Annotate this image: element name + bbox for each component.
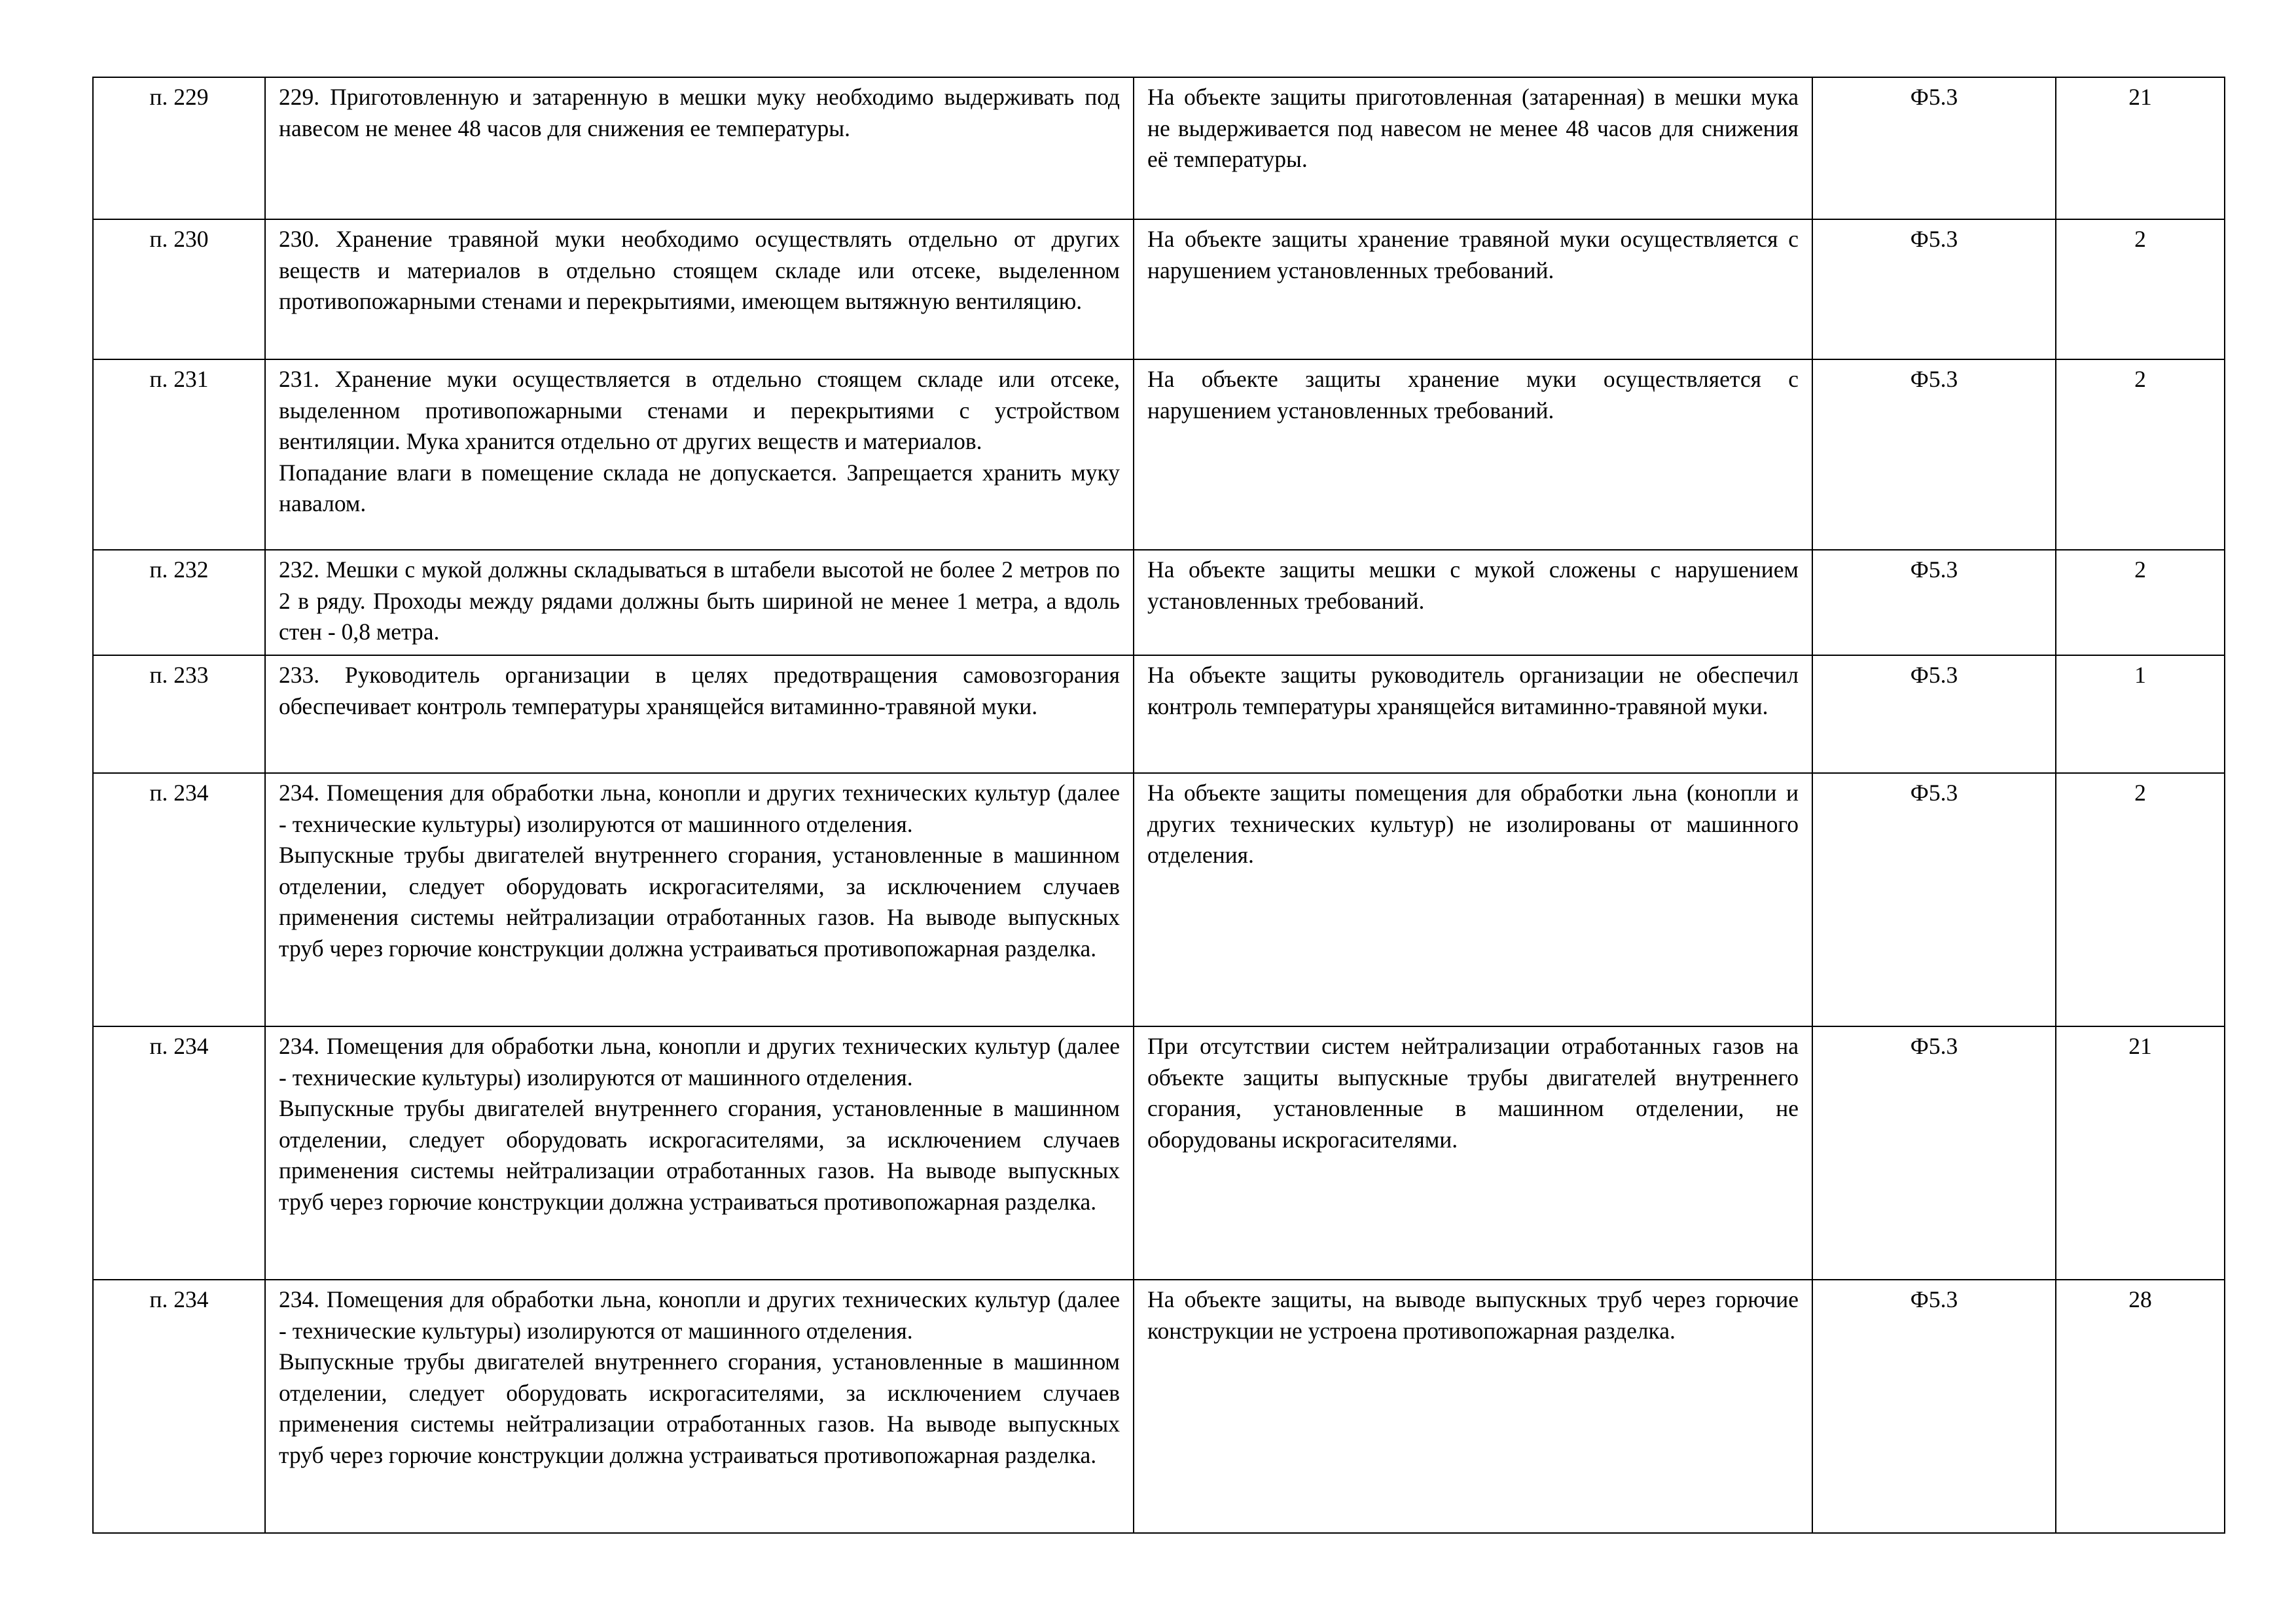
requirement-cell: [265, 1280, 1134, 1533]
code-cell: 1: [2056, 655, 2225, 773]
requirement-paragraph: 234. Помещения для обработки льна, конопли и других технических культур (далее - технические культуры) изолируются от машинного отделения.: [279, 1286, 1120, 1344]
requirement-paragraph: Попадание влаги в помещение склада не допускается. Запрещается хранить муку навалом.: [279, 459, 1120, 516]
code-cell: 21: [2056, 1026, 2225, 1280]
finding-cell: На объекте защиты хранение травяной муки осуществляется с нарушением установленных требований.: [1134, 219, 1812, 359]
table-row: [93, 1026, 2225, 1280]
clause-ref-cell: п. 234: [93, 1026, 265, 1280]
finding-cell: На объекте защиты помещения для обработки льна (конопли и других технических культур) не изолированы от машинного отделения.: [1134, 773, 1812, 1026]
requirement-cell: [265, 77, 1134, 219]
code-cell: 2: [2056, 359, 2225, 550]
finding-cell: На объекте защиты хранение муки осуществляется с нарушением установленных требований.: [1134, 359, 1812, 550]
requirement-cell: [265, 1026, 1134, 1280]
clause-ref-cell: п. 233: [93, 655, 265, 773]
class-cell: Ф5.3: [1812, 219, 2056, 359]
table-row: [93, 655, 2225, 773]
table-row: [93, 359, 2225, 550]
class-cell: Ф5.3: [1812, 550, 2056, 655]
clause-ref-cell: п. 232: [93, 550, 265, 655]
requirements-table: [92, 77, 2225, 1534]
document-page: [92, 77, 2224, 1534]
requirement-cell: [265, 550, 1134, 655]
requirement-paragraph: 230. Хранение травяной муки необходимо осуществлять отдельно от других веществ и материалов в отдельно стоящем складе или отсеке, выделенном противопожарными стенами и перекрытиями, имеющем вытяжную вентиляцию.: [279, 226, 1120, 314]
finding-cell: На объекте защиты, на выводе выпускных труб через горючие конструкции не устроена противопожарная разделка.: [1134, 1280, 1812, 1533]
table-row: [93, 1280, 2225, 1533]
table-row: [93, 219, 2225, 359]
code-cell: 2: [2056, 773, 2225, 1026]
class-cell: Ф5.3: [1812, 359, 2056, 550]
class-cell: Ф5.3: [1812, 77, 2056, 219]
requirement-paragraph: 231. Хранение муки осуществляется в отдельно стоящем складе или отсеке, выделенном противопожарными стенами и перекрытиями с устройством вентиляции. Мука хранится отдельно от других веществ и материалов.: [279, 366, 1120, 454]
class-cell: Ф5.3: [1812, 1026, 2056, 1280]
code-cell: 2: [2056, 550, 2225, 655]
code-cell: 2: [2056, 219, 2225, 359]
requirement-paragraph: 234. Помещения для обработки льна, конопли и других технических культур (далее - технические культуры) изолируются от машинного отделения.: [279, 1033, 1120, 1091]
requirement-paragraph: 232. Мешки с мукой должны складываться в штабели высотой не более 2 метров по 2 в ряду. Проходы между рядами должны быть шириной не менее 1 метра, а вдоль стен - 0,8 метра.: [279, 556, 1120, 645]
clause-ref-cell: п. 230: [93, 219, 265, 359]
requirement-paragraph: 233. Руководитель организации в целях предотвращения самовозгорания обеспечивает контроль температуры хранящейся витаминно-травяной муки.: [279, 662, 1120, 719]
finding-cell: На объекте защиты мешки с мукой сложены с нарушением установленных требований.: [1134, 550, 1812, 655]
code-cell: 28: [2056, 1280, 2225, 1533]
class-cell: Ф5.3: [1812, 1280, 2056, 1533]
class-cell: Ф5.3: [1812, 655, 2056, 773]
finding-cell: На объекте защиты руководитель организации не обеспечил контроль температуры хранящейся витаминно-травяной муки.: [1134, 655, 1812, 773]
requirement-paragraph: Выпускные трубы двигателей внутреннего сгорания, установленные в машинном отделении, следует оборудовать искрогасителями, за исключением случаев применения системы нейтрализации отработанных газов. На выводе выпускных труб через горючие конструкции должна устраиваться противопожарная разделка.: [279, 1095, 1120, 1215]
requirement-cell: [265, 773, 1134, 1026]
clause-ref-cell: п. 234: [93, 1280, 265, 1533]
requirement-paragraph: 229. Приготовленную и затаренную в мешки муку необходимо выдерживать под навесом не менее 48 часов для снижения ее температуры.: [279, 84, 1120, 141]
clause-ref-cell: п. 229: [93, 77, 265, 219]
finding-cell: При отсутствии систем нейтрализации отработанных газов на объекте защиты выпускные трубы двигателей внутреннего сгорания, установленные в машинном отделении, не оборудованы искрогасителями.: [1134, 1026, 1812, 1280]
table-row: [93, 77, 2225, 219]
code-cell: 21: [2056, 77, 2225, 219]
clause-ref-cell: п. 234: [93, 773, 265, 1026]
requirement-paragraph: 234. Помещения для обработки льна, конопли и других технических культур (далее - технические культуры) изолируются от машинного отделения.: [279, 780, 1120, 837]
requirement-cell: [265, 359, 1134, 550]
table-row: [93, 773, 2225, 1026]
class-cell: Ф5.3: [1812, 773, 2056, 1026]
requirement-paragraph: Выпускные трубы двигателей внутреннего сгорания, установленные в машинном отделении, следует оборудовать искрогасителями, за исключением случаев применения системы нейтрализации отработанных газов. На выводе выпускных труб через горючие конструкции должна устраиваться противопожарная разделка.: [279, 1348, 1120, 1468]
requirement-cell: [265, 655, 1134, 773]
requirement-paragraph: Выпускные трубы двигателей внутреннего сгорания, установленные в машинном отделении, следует оборудовать искрогасителями, за исключением случаев применения системы нейтрализации отработанных газов. На выводе выпускных труб через горючие конструкции должна устраиваться противопожарная разделка.: [279, 842, 1120, 962]
clause-ref-cell: п. 231: [93, 359, 265, 550]
table-row: [93, 550, 2225, 655]
finding-cell: На объекте защиты приготовленная (затаренная) в мешки мука не выдерживается под навесом не менее 48 часов для снижения её температуры.: [1134, 77, 1812, 219]
requirement-cell: [265, 219, 1134, 359]
